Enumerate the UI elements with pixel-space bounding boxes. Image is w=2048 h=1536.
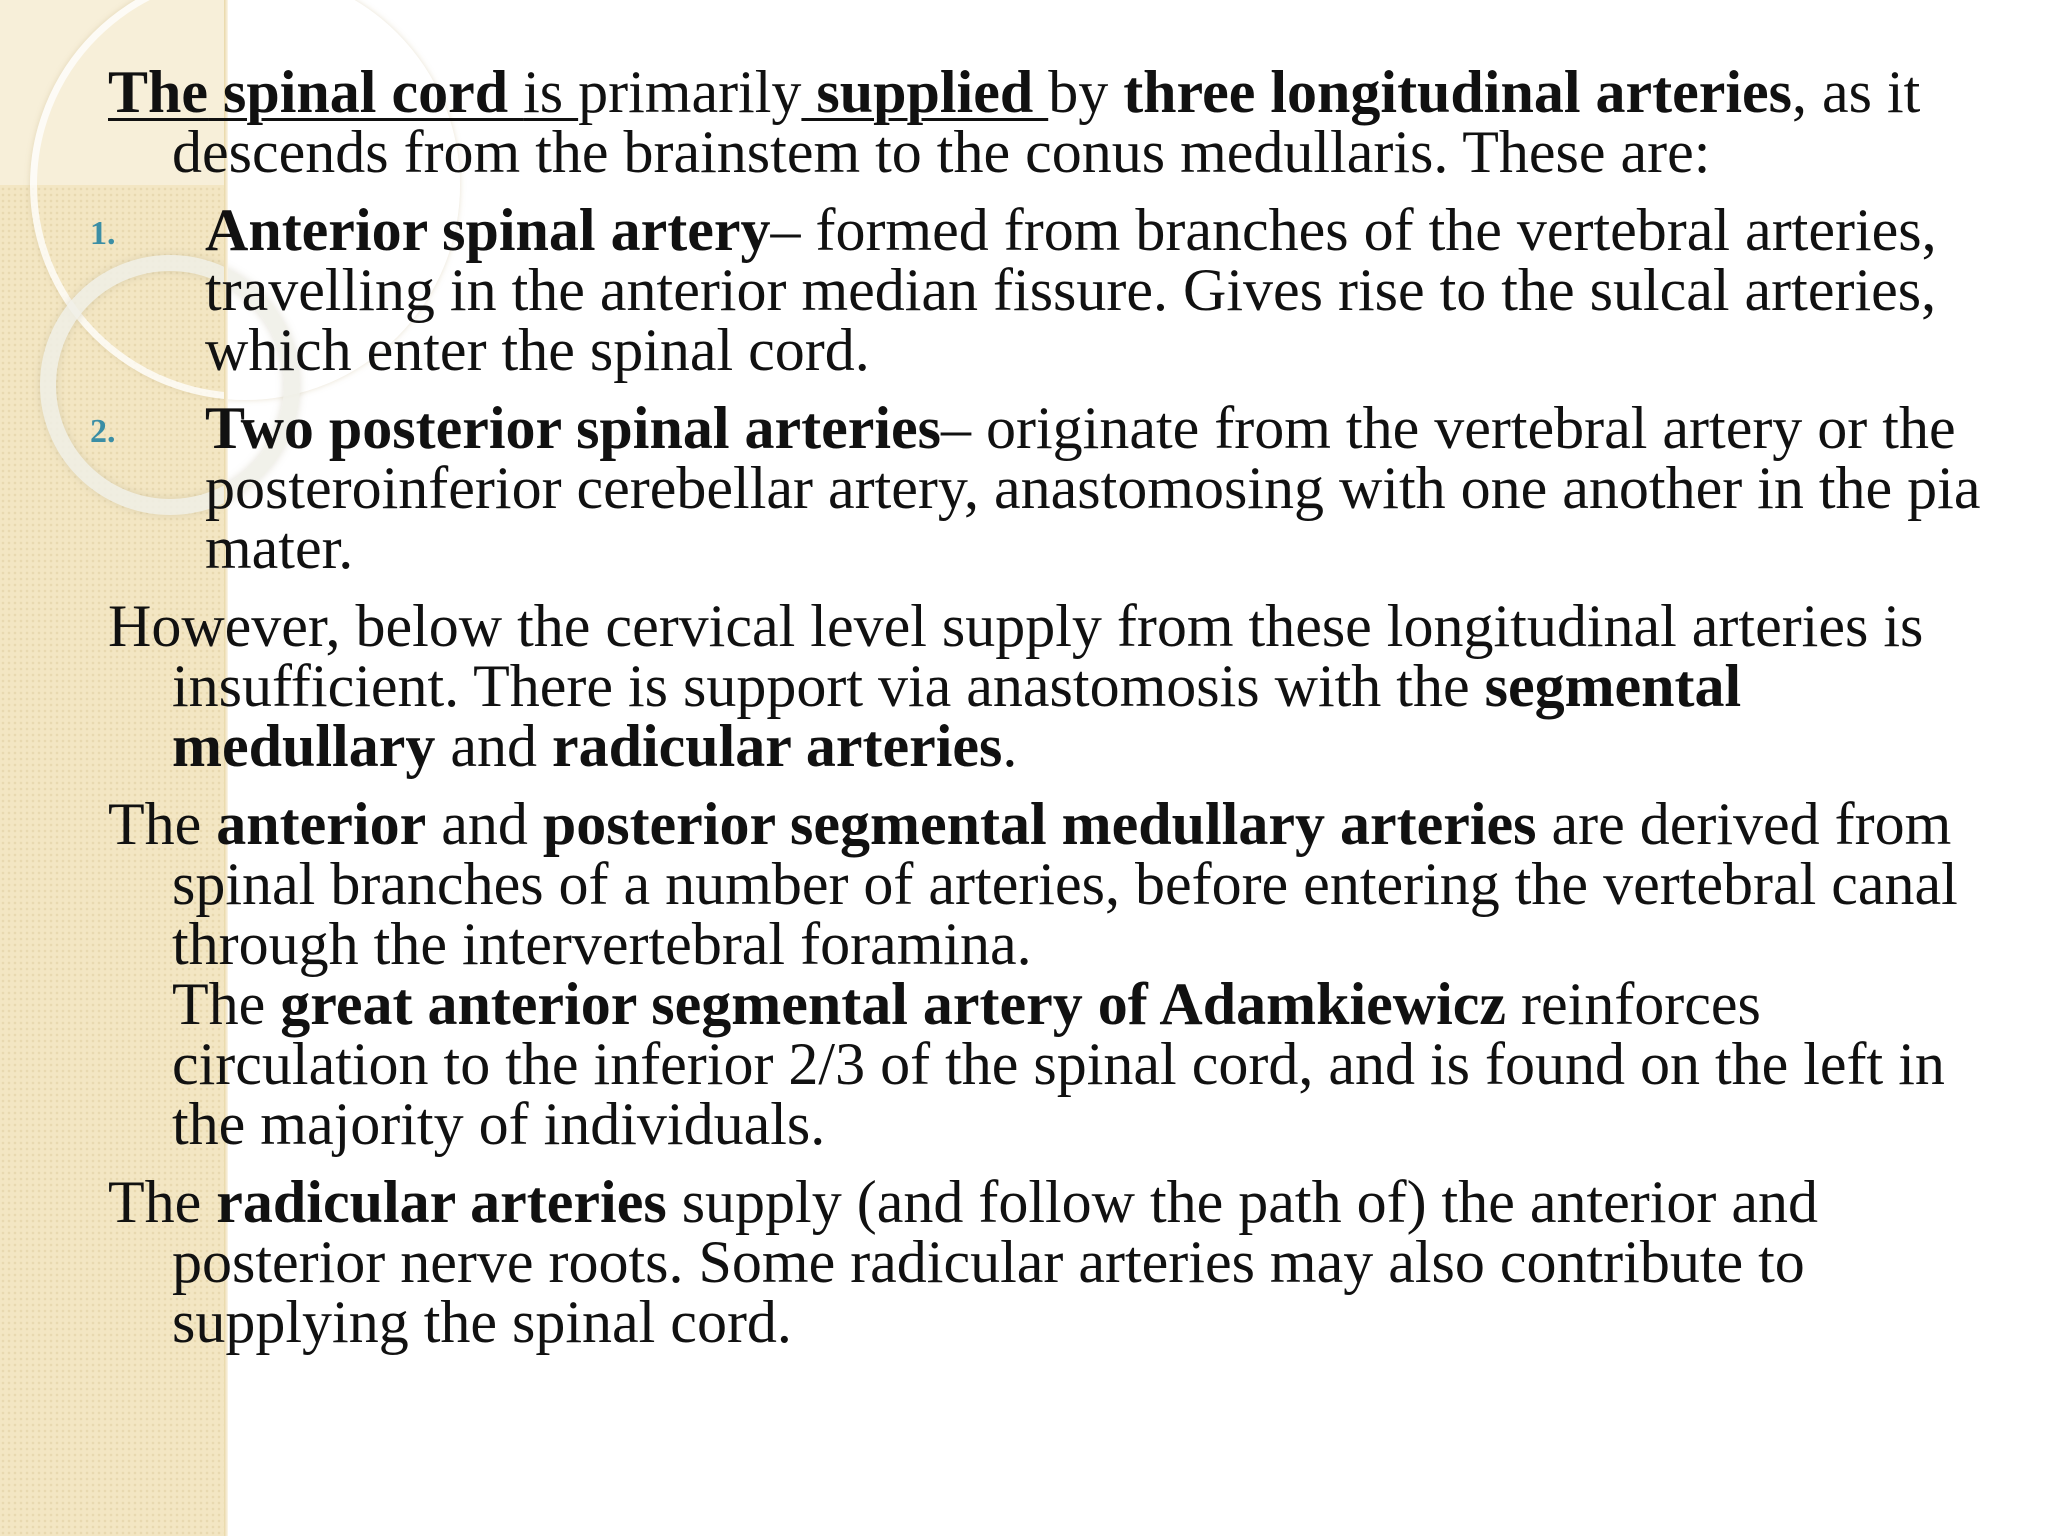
list-item-posterior-spinal-arteries [90, 395, 1988, 581]
segmental-text-2: and [426, 791, 543, 857]
segmental-text-5: reinforces circulation to the inferior 2/3 of the spinal cord, and is found on the left in the majority of individuals. [172, 971, 1945, 1157]
list-item-text: – originate from the vertebral artery or the posteroinferior cerebellar artery, anastomosing with one another in the pia mater. [205, 395, 1981, 581]
intro-primarily: primarily [578, 59, 802, 125]
adamkiewicz-line [172, 971, 1988, 1157]
list-number: 1. [90, 215, 116, 252]
radicular-text-2: supply (and follow the path of) the anterior and posterior nerve roots. Some radicular arteries may also contribute to supplying the spinal cord. [172, 1169, 1819, 1355]
segmental-text-3: are derived from spinal branches of a number of arteries, before entering the vertebral canal through the intervertebral foramina. [172, 791, 1958, 977]
radicular-paragraph [108, 1169, 1988, 1355]
segmental-text-4: The [172, 971, 281, 1037]
slide-body [90, 59, 1988, 1355]
radicular-bold-radicular-arteries: radicular arteries [216, 1169, 667, 1235]
list-item-bold: Anterior spinal artery [205, 197, 771, 263]
segmental-paragraph [108, 791, 1988, 1157]
however-text-1: However, below the cervical level supply from these longitudinal arteries is insufficient. There is support via anastomosis with the [108, 593, 1924, 719]
intro-bold-three-longitudinal-arteries: three longitudinal arteries [1123, 59, 1793, 125]
intro-by: by [1048, 59, 1124, 125]
however-bold-radicular-arteries: radicular arteries [551, 713, 1003, 779]
list-number: 2. [90, 413, 116, 450]
list-item-anterior-spinal-artery [90, 197, 1988, 383]
however-text-3: . [1002, 713, 1018, 779]
intro-bold-supplied: supplied [801, 59, 1049, 125]
however-paragraph [108, 593, 1988, 779]
radicular-text-1: The [108, 1169, 217, 1235]
segmental-bold-adamkiewicz: great anterior segmental artery of Adamkiewicz [280, 971, 1507, 1037]
intro-paragraph [108, 59, 1988, 185]
intro-bold-the: The [108, 59, 209, 125]
segmental-bold-anterior: anterior [216, 791, 427, 857]
segmental-text-1: The [108, 791, 217, 857]
list-item-text: – formed from branches of the vertebral arteries, travelling in the anterior median fissure. Gives rise to the sulcal arteries, which enter the spinal cord. [205, 197, 1937, 383]
segmental-bold-posterior-segmental-medullary-arteries: posterior segmental medullary arteries [542, 791, 1537, 857]
however-text-2: and [435, 713, 552, 779]
intro-rest: , as it descends from the brainstem to the conus medullaris. These are: [172, 59, 1921, 185]
intro-bold-spinal-cord: spinal cord [208, 59, 524, 125]
however-bold-segmental-medullary: segmental medullary [172, 653, 1742, 779]
intro-is: is [523, 59, 579, 125]
list-item-bold: Two posterior spinal arteries [205, 395, 942, 461]
